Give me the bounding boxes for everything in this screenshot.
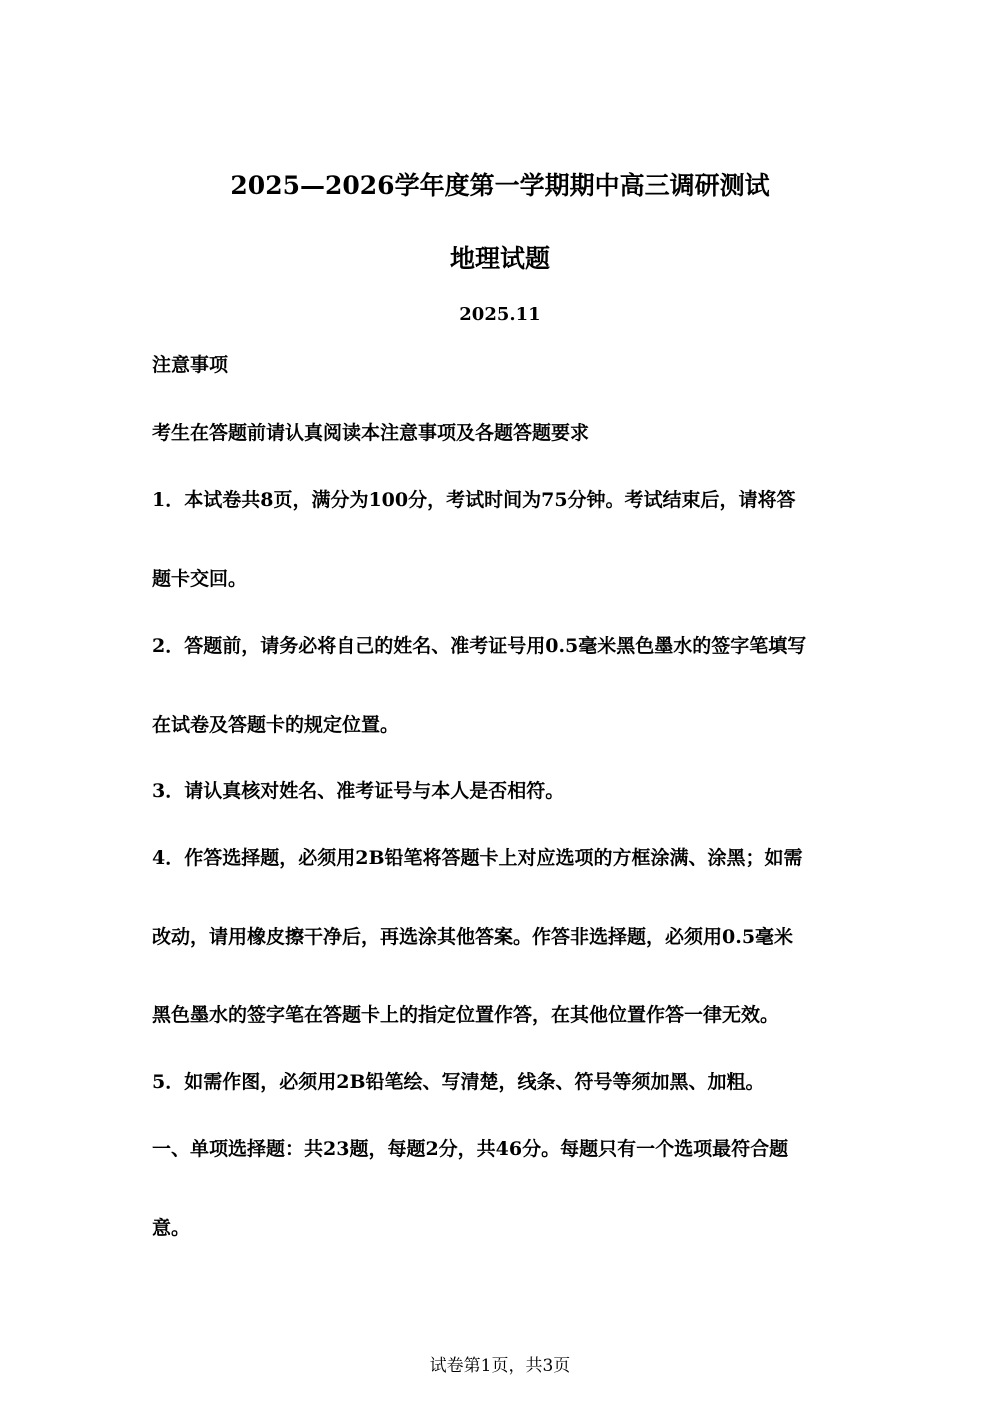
notice-item-1-line-2: 题卡交回。 (152, 568, 248, 590)
notice-item-1-line-1: 1．本试卷共8页，满分为100分，考试时间为75分钟。考试结束后，请将答 (152, 489, 796, 511)
page-footer: 试卷第1页，共3页 (429, 1356, 571, 1376)
notice-heading: 注意事项 (152, 354, 229, 376)
notice-item-4-line-1: 4．作答选择题，必须用2B铅笔将答题卡上对应选项的方框涂满、涂黑；如需 (152, 847, 803, 869)
subject-title: 地理试题 (449, 244, 550, 273)
notice-item-3-line-1: 3．请认真核对姓名、准考证号与本人是否相符。 (152, 780, 565, 802)
notice-item-4-line-3: 黑色墨水的签字笔在答题卡上的指定位置作答，在其他位置作答一律无效。 (152, 1004, 780, 1026)
exam-date: 2025.11 (459, 304, 541, 325)
section-1-heading-line-1: 一、单项选择题：共23题，每题2分，共46分。每题只有一个选项最符合题 (152, 1138, 789, 1160)
notice-item-4-line-2: 改动，请用橡皮擦干净后，再选涂其他答案。作答非选择题，必须用0.5毫米 (152, 926, 794, 948)
notice-item-5-line-1: 5．如需作图，必须用2B铅笔绘、写清楚，线条、符号等须加黑、加粗。 (152, 1071, 765, 1093)
section-1-heading-line-2: 意。 (152, 1217, 191, 1239)
exam-title: 2025—2026学年度第一学期期中高三调研测试 (230, 171, 770, 200)
notice-item-2-line-1: 2．答题前，请务必将自己的姓名、准考证号用0.5毫米黑色墨水的签字笔填写 (152, 635, 807, 657)
notice-item-2-line-2: 在试卷及答题卡的规定位置。 (152, 714, 400, 736)
notice-intro: 考生在答题前请认真阅读本注意事项及各题答题要求 (152, 422, 590, 444)
